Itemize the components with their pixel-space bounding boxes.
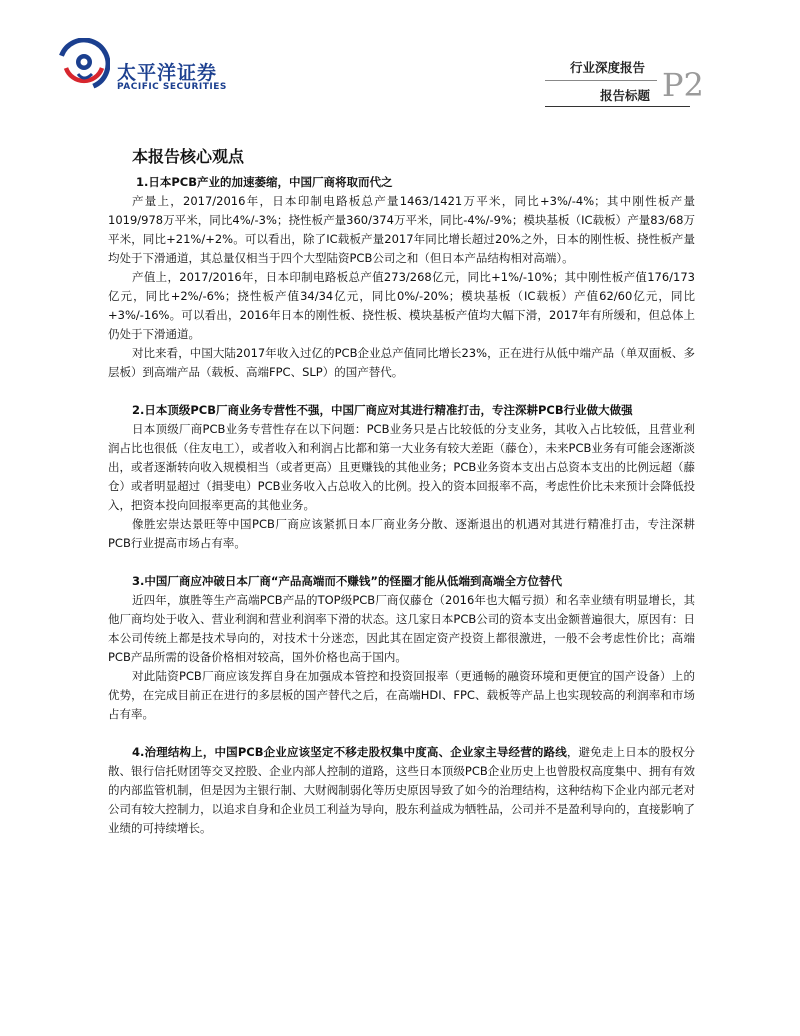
report-type: 行业深度报告 bbox=[570, 60, 646, 75]
section-title: 4.治理结构上，中国PCB企业应该坚定不移走股权集中度高、企业家主导经营的路线 bbox=[132, 745, 567, 759]
page-number: P2 bbox=[662, 66, 704, 104]
paragraph: 产量上，2017/2016年，日本印制电路板总产量1463/1421万平米，同比+3%/-4%；其中刚性板产量1019/978万平米，同比4%/-3%；挠性板产量360/374万平米，同比-4%/-9%；模块基板（IC载板）产量83/68万平米，同比+21%/+2%。可以看出，除了IC载板产量2017年同比增长超过20%之外，日本的刚性板、挠性板产量均处于下滑通道，其总量仅相当于四个大型陆资PCB公司之和（但日本产品结构相对高端）。 bbox=[108, 194, 695, 265]
paragraph bbox=[108, 743, 695, 838]
paragraph: 对此陆资PCB厂商应该发挥自身在加强成本管控和投资回报率（更通畅的融资环境和更便宜的国产设备）上的优势，在完成目前正在进行的多层板的国产替代之后，在高端HDI、FPC、载板等产品上也实现较高的利润率和市场占有率。 bbox=[108, 669, 695, 721]
paragraph: 近四年，旗胜等生产高端PCB产品的TOP级PCB厂商仅藤仓（2016年也大幅亏损）和名幸业绩有明显增长，其他厂商均处于收入、营业利润和营业利润率下滑的状态。这几家日本PCB公司的资本支出金额普遍很大，原因有：日本公司传统上都是技术导向的，对技术十分迷恋，因此其在固定资产投资上都很激进，一般不会考虑性价比；高端PCB产品所需的设备价格相对较高，国外价格也高于国内。 bbox=[108, 593, 695, 664]
main-title: 本报告核心观点 bbox=[132, 147, 245, 166]
report-body bbox=[108, 140, 695, 838]
paragraph: 像胜宏崇达景旺等中国PCB厂商应该紧抓日本厂商业务分散、逐渐退出的机遇对其进行精准打击，专注深耕PCB行业提高市场占有率。 bbox=[108, 517, 695, 550]
brand-name-cn: 太平洋证券 bbox=[117, 62, 218, 84]
header-divider-top bbox=[545, 80, 657, 81]
section-title: 1.日本PCB产业的加速萎缩，中国厂商将取而代之 bbox=[136, 175, 393, 189]
pacific-securities-logo-icon bbox=[58, 38, 110, 90]
paragraph: 日本顶级厂商PCB业务专营性存在以下问题：PCB业务只是占比较低的分支业务，其收入占比较低，且营业利润占比也很低（住友电工），或者收入和利润占比都和第一大业务有较大差距（藤仓），未来PCB业务有可能会逐渐淡出，或者逐渐转向收入规模相当（或者更高）且更赚钱的其他业务；PCB业务资本支出占总资本支出的比例远超（藤仓）或者明显超过（揖斐电）PCB业务收入占总收入的比例。投入的资本回报率不高，考虑性价比未来预计会降低投入，把资本投向回报率更高的其他业务。 bbox=[108, 422, 695, 512]
section-1 bbox=[108, 173, 695, 382]
report-title-label: 报告标题 bbox=[600, 88, 651, 103]
page-header bbox=[0, 0, 800, 130]
header-divider bbox=[545, 106, 690, 107]
section-title: 2.日本顶级PCB厂商业务专营性不强，中国厂商应对其进行精准打击，专注深耕PCB行业做大做强 bbox=[132, 403, 633, 417]
brand-name-en: PACIFIC SECURITIES bbox=[117, 82, 227, 92]
section-title: 3.中国厂商应冲破日本厂商“产品高端而不赚钱”的怪圈才能从低端到高端全方位替代 bbox=[132, 574, 562, 588]
section-2 bbox=[108, 401, 695, 553]
section-3 bbox=[108, 572, 695, 724]
paragraph: 对比来看，中国大陆2017年收入过亿的PCB企业总产值同比增长23%，正在进行从低中端产品（单双面板、多层板）到高端产品（载板、高端FPC、SLP）的国产替代。 bbox=[108, 346, 695, 379]
paragraph-text: ，避免走上日本的股权分散、银行信托财团等交叉控股、企业内部人控制的道路，这些日本顶级PCB企业历史上也曾股权高度集中、拥有有效的内部监管机制，但是因为主银行制、大财阀制弱化等历史原因导致了如今的治理结构，这种结构下企业内部元老对公司有较大控制力，以追求自身和企业员工利益为导向，股东利益成为牺牲品，公司并不是盈利导向的，直接影响了业绩的可持续增长。 bbox=[108, 745, 696, 835]
paragraph: 产值上，2017/2016年，日本印制电路板总产值273/268亿元，同比+1%/-10%；其中刚性板产值176/173亿元，同比+2%/-6%；挠性板产值34/34亿元，同比0%/-20%；模块基板（IC载板）产值62/60亿元，同比+3%/-16%。可以看出，2016年日本的刚性板、挠性板、模块基板产值均大幅下滑，2017年有所缓和，但总体上仍处于下滑通道。 bbox=[108, 270, 695, 341]
section-4 bbox=[108, 743, 695, 838]
